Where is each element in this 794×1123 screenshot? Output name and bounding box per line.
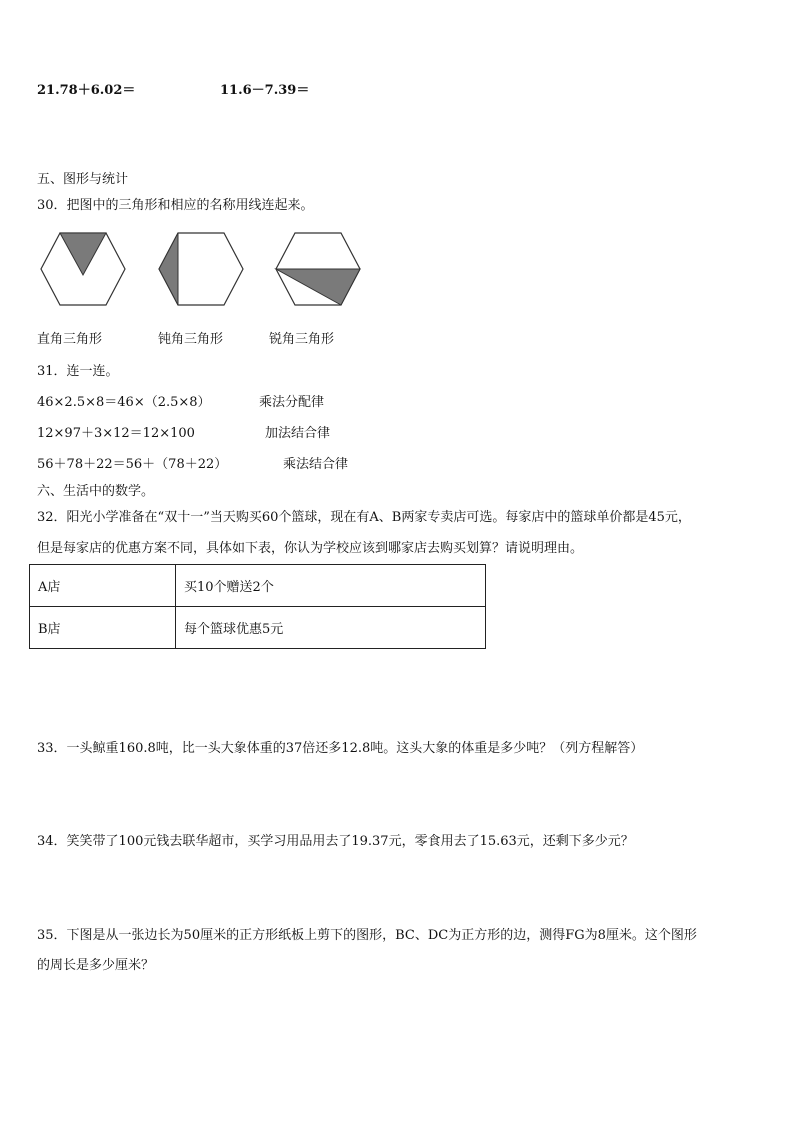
- table-cell-offer: 买10个赠送2个: [176, 565, 486, 607]
- section6-title: 六、生活中的数学。: [37, 484, 155, 499]
- table-cell-shop: B店: [30, 607, 176, 649]
- arith-problem-2: 11.6－7.39＝: [220, 83, 310, 98]
- discount-table: [29, 564, 486, 649]
- q35-line1: 35．下图是从一张边长为50厘米的正方形纸板上剪下的图形，BC、DC为正方形的边，测得FG为8厘米。这个图形: [37, 928, 697, 943]
- q31-expr-1: 46×2.5×8＝46×（2.5×8）: [37, 395, 211, 410]
- table-cell-offer: 每个篮球优惠5元: [176, 607, 486, 649]
- q32-line1: 32．阳光小学准备在“双十一”当天购买60个篮球，现在有A、B两家专卖店可选。每家店中的篮球单价都是45元，: [37, 510, 691, 525]
- acute-triangle-shaded: [276, 269, 360, 305]
- label-acute-triangle: 锐角三角形: [269, 332, 335, 347]
- table-row: [30, 607, 486, 649]
- arith-problem-1: 21.78＋6.02＝: [37, 83, 136, 98]
- q35-line2: 的周长是多少厘米？: [37, 958, 155, 973]
- obtuse-triangle-shaded: [159, 233, 178, 305]
- hexagon-right-triangle-figure: [38, 230, 128, 308]
- right-triangle-shaded: [60, 233, 106, 275]
- q33-text: 33．一头鲸重160.8吨，比一头大象体重的37倍还多12.8吨。这头大象的体重是多少吨？（列方程解答）: [37, 741, 644, 756]
- table-cell-shop: A店: [30, 565, 176, 607]
- hexagon-obtuse-triangle-figure: [156, 230, 246, 308]
- label-obtuse-triangle: 钝角三角形: [158, 332, 224, 347]
- q31-expr-3: 56＋78＋22＝56＋（78＋22）: [37, 457, 228, 472]
- q31-law-1: 乘法分配律: [259, 395, 325, 410]
- q32-line2: 但是每家店的优惠方案不同，具体如下表，你认为学校应该到哪家店去购买划算？请说明理由。: [37, 541, 584, 556]
- label-right-triangle: 直角三角形: [37, 332, 103, 347]
- q31-expr-2: 12×97＋3×12＝12×100: [37, 426, 195, 441]
- q31-law-3: 乘法结合律: [283, 457, 349, 472]
- q31-text: 31．连一连。: [37, 364, 119, 379]
- section5-title: 五、图形与统计: [37, 172, 129, 187]
- q34-text: 34．笑笑带了100元钱去联华超市，买学习用品用去了19.37元，零食用去了15.63元，还剩下多少元？: [37, 834, 634, 849]
- table-row: [30, 565, 486, 607]
- q30-text: 30．把图中的三角形和相应的名称用线连起来。: [37, 198, 314, 213]
- hexagon-acute-triangle-figure: [273, 230, 363, 308]
- q31-law-2: 加法结合律: [265, 426, 331, 441]
